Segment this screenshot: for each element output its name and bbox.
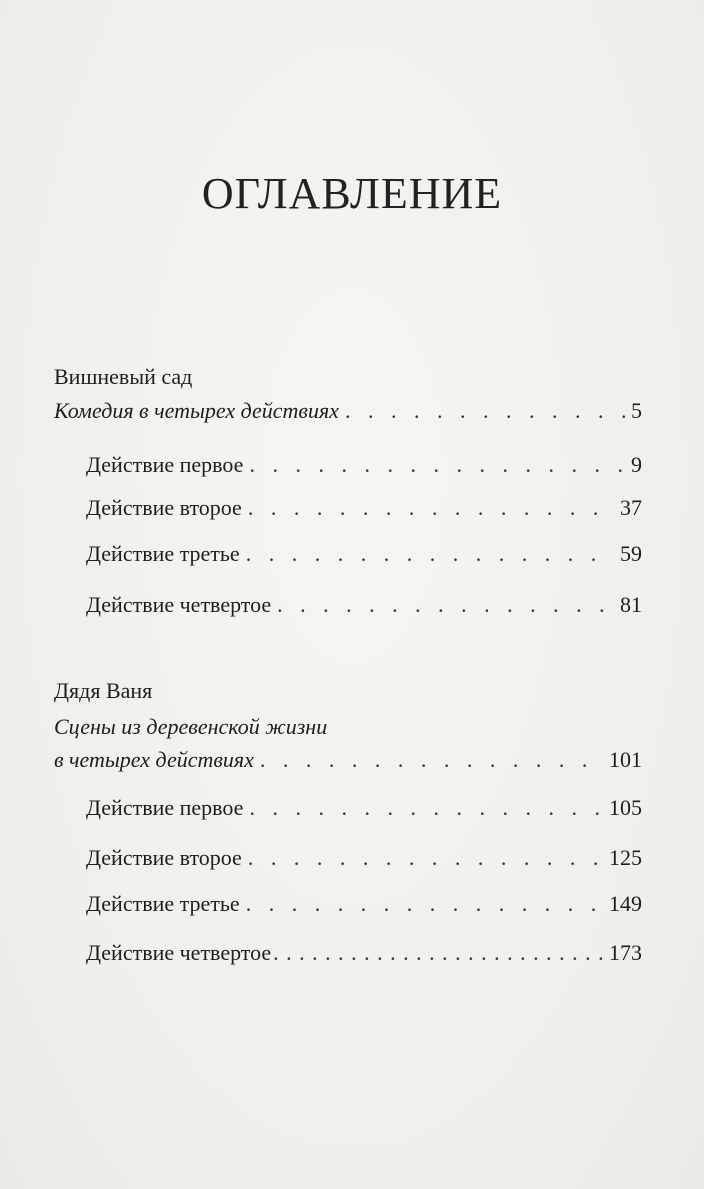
toc-entry-play-1-act-3[interactable] (86, 539, 642, 569)
leader-dots (260, 745, 603, 775)
leader-dots (246, 539, 614, 569)
toc-entry-play-2-act-2[interactable] (86, 843, 642, 873)
leader-dots (249, 793, 603, 823)
toc-entry-play-2-act-3[interactable] (86, 889, 642, 919)
toc-entry-label: Действие второе (86, 845, 242, 870)
leader-dots (345, 396, 625, 426)
toc-entry-page: 105 (609, 795, 642, 820)
toc-entry-label: Действие третье (86, 891, 240, 916)
toc-entry-play-1-subtitle[interactable] (54, 396, 642, 426)
toc-entry-label: Действие второе (86, 495, 242, 520)
toc-entry-label: в четырех действиях (54, 747, 254, 772)
leader-dots (277, 590, 614, 620)
toc-entry-label: Комедия в четырех действиях (54, 398, 339, 423)
toc-entry-page: 149 (609, 891, 642, 916)
toc-entry-play-2-act-1[interactable] (86, 793, 642, 823)
toc-entry-label: Действие четвертое (86, 592, 272, 617)
toc-entry-label: Действие четвертое (86, 940, 272, 965)
toc-entry-play-2-act-4[interactable] (86, 938, 642, 968)
leader-dots (248, 493, 614, 523)
toc-entry-play-1-act-4[interactable] (86, 590, 642, 620)
toc-entry-play-1-act-1[interactable] (86, 450, 642, 480)
play-title-uncle-vanya: Дядя Ваня (54, 678, 153, 703)
toc-entry-page: 5 (631, 398, 642, 423)
leader-dots (246, 889, 603, 919)
toc-entry-page: 81 (620, 592, 642, 617)
toc-entry-label: Действие третье (86, 541, 240, 566)
leader-dots (273, 938, 607, 968)
toc-entry-play-1-act-2[interactable] (86, 493, 642, 523)
leader-dots (249, 450, 625, 480)
toc-entry-play-2-subtitle[interactable] (54, 745, 642, 775)
toc-entry-page: 59 (620, 541, 642, 566)
play-2-subtitle-line-1: Сцены из деревенской жизни (54, 714, 328, 739)
toc-entry-label: Действие первое (86, 452, 244, 477)
toc-entry-page: 125 (609, 845, 642, 870)
leader-dots (248, 843, 603, 873)
play-title-cherry-orchard: Вишневый сад (54, 364, 193, 389)
page-title: ОГЛАВЛЕНИЕ (201, 169, 503, 218)
toc-entry-page: 37 (620, 495, 642, 520)
toc-entry-page: 9 (631, 452, 642, 477)
toc-entry-label: Действие первое (86, 795, 244, 820)
toc-entry-page: 101 (609, 747, 642, 772)
toc-entry-page: 173 (609, 940, 642, 965)
